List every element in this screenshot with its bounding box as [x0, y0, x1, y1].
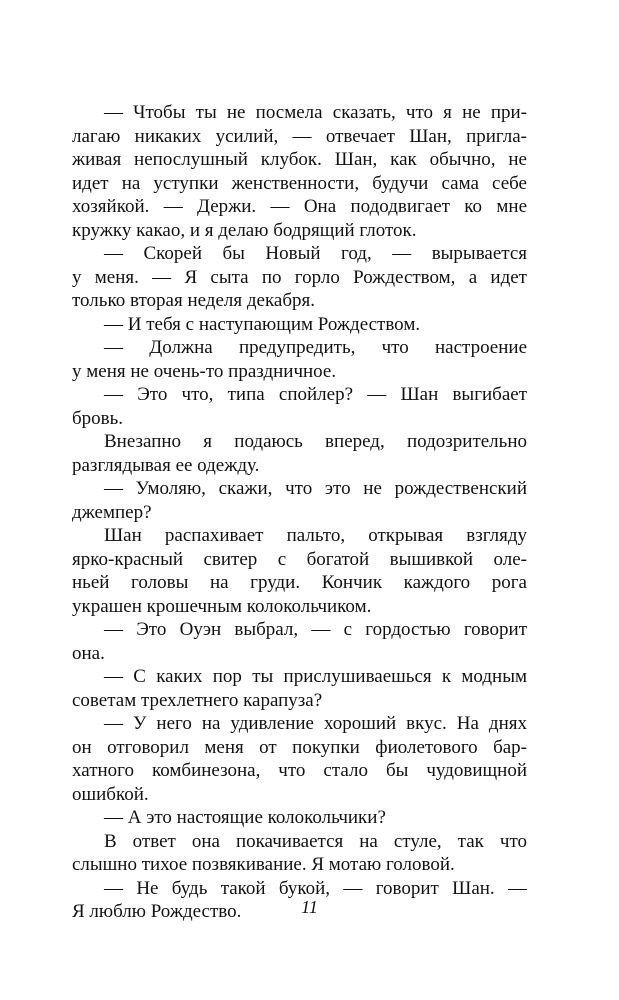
text-line: В ответ она покачивается на стуле, так что [104, 830, 527, 852]
text-line: у меня не очень-то праздничное. [72, 360, 337, 382]
text-line: джемпер? [72, 501, 152, 523]
text-line: — С каких пор ты прислушиваешься к модным [104, 666, 527, 687]
text-line: ярко-красный свитер с богатой вышивкой оле- [72, 548, 527, 570]
text-line: слышно тихое позвякивание. Я мотаю головой. [72, 854, 455, 875]
text-line: — Это что, типа спойлер? — Шан выгибает [104, 384, 527, 405]
text-line: — У него на удивление хороший вкус. На днях [104, 713, 527, 734]
text-line: украшен крошечным колокольчиком. [72, 595, 372, 617]
text-line: только вторая неделя декабря. [72, 290, 315, 311]
text-line: Я люблю Рождество. [72, 901, 242, 922]
text-line: — И тебя с наступающим Рождеством. [104, 313, 421, 335]
text-line: — Чтобы ты не посмела сказать, что я не при- [104, 102, 527, 123]
text-line: кружку какао, и я делаю бодрящий глоток. [72, 219, 417, 241]
text-line: — Скорей бы Новый год, — вырывается [104, 243, 527, 264]
text-line: ньей головы на груди. Кончик каждого рога [72, 572, 527, 593]
text-line: она. [72, 642, 105, 664]
text-line: — Это Оуэн выбрал, — с гордостью говорит [104, 619, 527, 640]
text-line: — Не будь такой букой, — говорит Шан. — [104, 877, 527, 899]
text-line: ошибкой. [72, 783, 149, 805]
text-line: — Умоляю, скажи, что это не рождественский [104, 478, 527, 499]
text-line: хатного комбинезона, что стало бы чудовищной [72, 760, 527, 781]
text-line: бровь. [72, 407, 124, 429]
text-line: Шан распахивает пальто, открывая взгляду [104, 525, 527, 546]
text-line: разглядывая ее одежду. [72, 454, 260, 476]
text-line: — А это настоящие колокольчики? [104, 807, 386, 828]
text-line: лагаю никаких усилий, — отвечает Шан, пригла- [72, 125, 527, 147]
page-number: 11 [301, 897, 318, 917]
text-line: он отговорил меня от покупки фиолетового бар- [72, 736, 527, 758]
text-line: — Должна предупредить, что настроение [104, 337, 527, 358]
text-line: советам трехлетнего карапуза? [72, 689, 323, 711]
body-text [72, 101, 527, 924]
text-line: Внезапно я подаюсь вперед, подозрительно [104, 431, 527, 452]
text-line: живая непослушный клубок. Шан, как обычно, не [72, 149, 527, 170]
text-line: хозяйкой. — Держи. — Она пододвигает ко мне [72, 196, 527, 217]
text-line: у меня. — Я сыта по горло Рождеством, а идет [72, 266, 527, 288]
text-line: идет на уступки женственности, будучи сама себе [72, 172, 527, 194]
